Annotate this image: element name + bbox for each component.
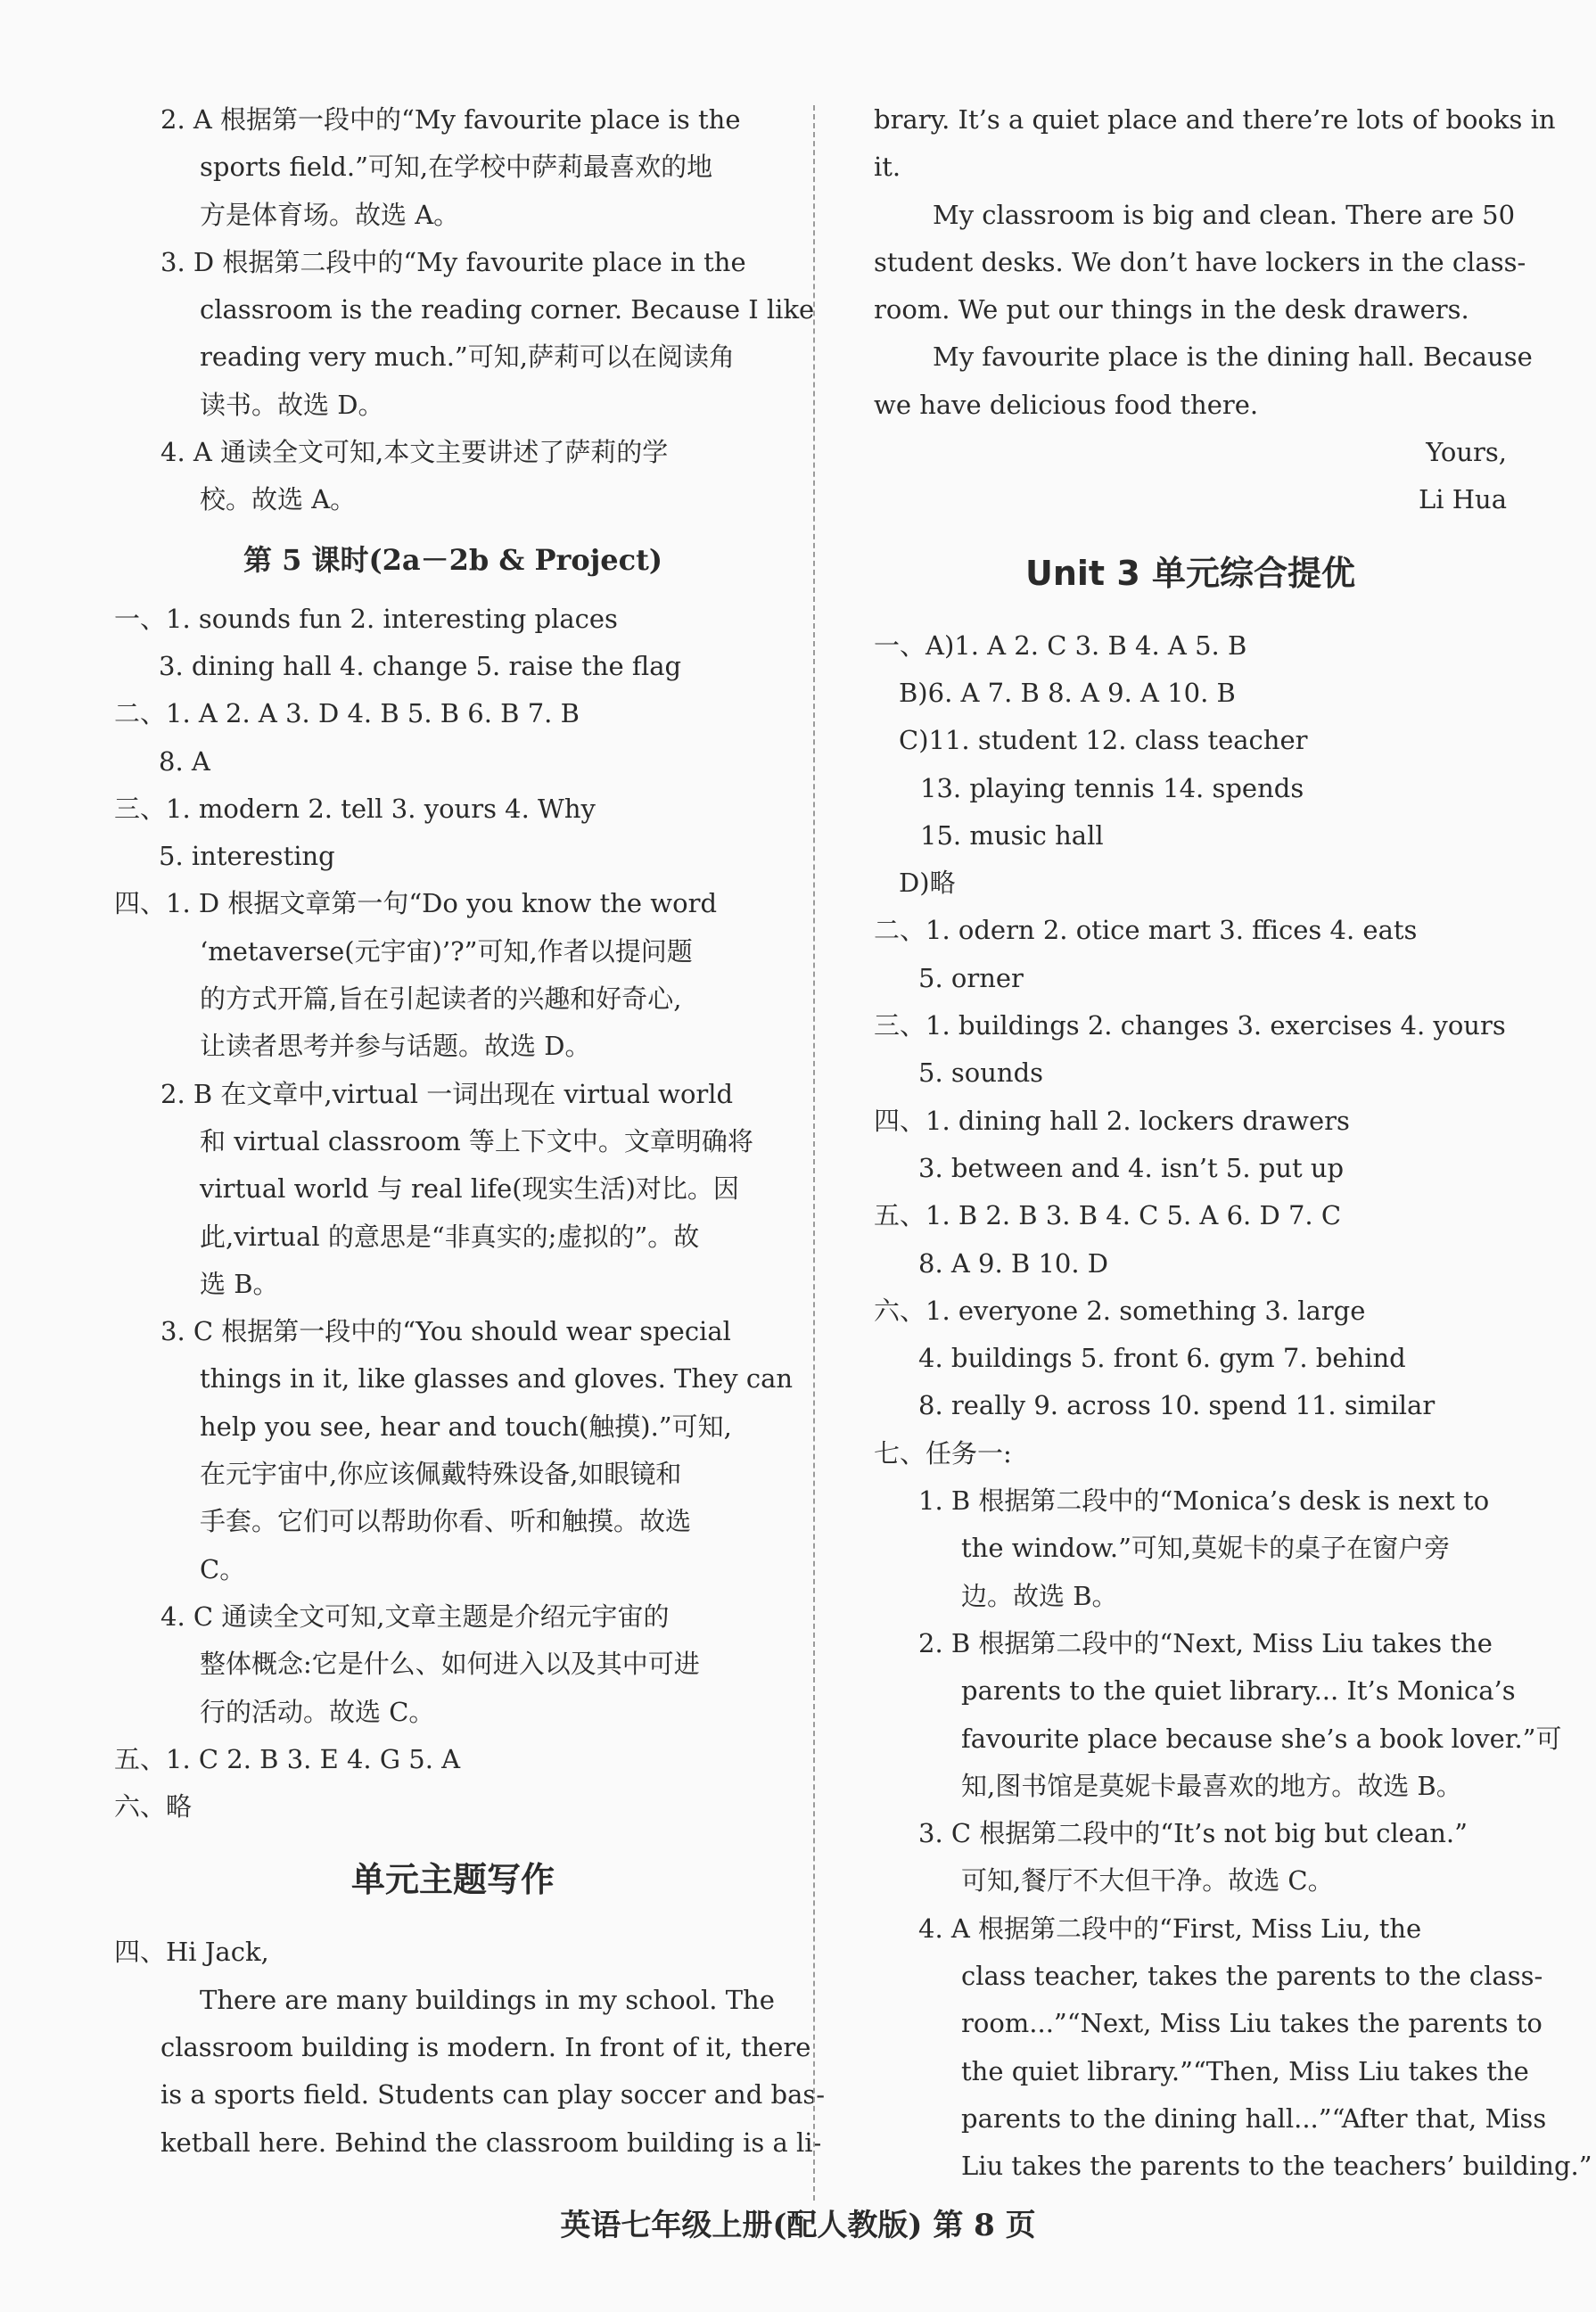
text-line: 二、1. odern 2. otice mart 3. ffices 4. eats: [874, 915, 1418, 946]
text-line: 2. A 根据第一段中的“My favourite place is the: [160, 104, 741, 135]
text-line: 1. B 根据第二段中的“Monica’s desk is next to: [918, 1485, 1490, 1517]
text-line: 知,图书馆是莫妮卡最喜欢的地方。故选 B。: [961, 1770, 1462, 1801]
text-line: 让读者思考并参与话题。故选 D。: [200, 1031, 591, 1062]
text-line: C)11. student 12. class teacher: [899, 725, 1308, 756]
text-line: the quiet library.”“Then, Miss Liu takes the: [961, 2055, 1529, 2086]
text-line: 和 virtual classroom 等上下文中。文章明确将: [200, 1125, 753, 1156]
text-line: 2. B 在文章中,virtual 一词出现在 virtual world: [160, 1078, 734, 1109]
text-line: 校。故选 A。: [200, 484, 357, 515]
text-line: 5. sounds: [918, 1057, 1044, 1089]
text-line: 2. B 根据第二段中的“Next, Miss Liu takes the: [918, 1627, 1493, 1658]
text-line: 四、1. dining hall 2. lockers drawers: [874, 1105, 1350, 1136]
text-line: ketball here. Behind the classroom building is a li-: [160, 2127, 822, 2158]
text-line: 七、任务一:: [874, 1437, 1012, 1469]
text-line: 8. A 9. B 10. D: [918, 1247, 1109, 1279]
text-line: parents to the quiet library... It’s Monica’s: [961, 1675, 1516, 1707]
text-line: 方是体育场。故选 A。: [200, 199, 460, 230]
text-line: 四、Hi Jack,: [114, 1937, 269, 1968]
text-line: brary. It’s a quiet place and there’re lots of books in: [874, 104, 1556, 135]
text-line: 3. D 根据第二段中的“My favourite place in the: [160, 246, 746, 277]
text-line: it.: [874, 152, 901, 183]
text-line: 三、1. modern 2. tell 3. yours 4. Why: [114, 793, 596, 824]
section-title: 单元主题写作: [350, 1860, 555, 1900]
text-line: 4. C 通读全文可知,文章主题是介绍元宇宙的: [160, 1600, 670, 1632]
text-line: 3. C 根据第二段中的“It’s not big but clean.”: [918, 1818, 1468, 1849]
text-line: 3. dining hall 4. change 5. raise the flag: [159, 650, 682, 681]
text-line: C。: [200, 1553, 246, 1584]
text-line: 三、1. buildings 2. changes 3. exercises 4. yours: [874, 1010, 1506, 1041]
text-line: 此,virtual 的意思是“非真实的;虚拟的”。故: [200, 1221, 700, 1252]
text-line: we have delicious food there.: [874, 389, 1259, 420]
column-divider: [813, 105, 815, 2201]
text-line: favourite place because she’s a book lover.”可: [961, 1723, 1562, 1754]
section-title: Unit 3 单元综合提优: [1025, 553, 1355, 593]
text-line: 四、1. D 根据文章第一句“Do you know the word: [114, 888, 718, 919]
text-line: 一、1. sounds fun 2. interesting places: [114, 603, 618, 634]
text-line: 4. A 通读全文可知,本文主要讲述了萨莉的学: [160, 437, 669, 468]
text-line: 一、A)1. A 2. C 3. B 4. A 5. B: [874, 629, 1247, 661]
text-line: virtual world 与 real life(现实生活)对比。因: [200, 1173, 739, 1205]
text-line: 可知,餐厅不大但干净。故选 C。: [961, 1865, 1334, 1896]
text-line: help you see, hear and touch(触摸).”可知,: [200, 1411, 732, 1442]
text-line: B)6. A 7. B 8. A 9. A 10. B: [899, 677, 1236, 708]
text-line: 五、1. B 2. B 3. B 4. C 5. A 6. D 7. C: [874, 1200, 1342, 1231]
text-line: 4. buildings 5. front 6. gym 7. behind: [918, 1343, 1406, 1374]
text-line: 的方式开篇,旨在引起读者的兴趣和好奇心,: [200, 983, 682, 1015]
text-line: 六、1. everyone 2. something 3. large: [874, 1295, 1366, 1326]
left-column: [114, 96, 826, 2167]
text-line: the window.”可知,莫妮卡的桌子在窗户旁: [961, 1533, 1451, 1564]
text-line: 在元宇宙中,你应该佩戴特殊设备,如眼镜和: [200, 1459, 682, 1490]
section-heading: 第 5 课时(2a－2b & Project): [243, 542, 663, 577]
text-line: room...”“Next, Miss Liu takes the parents to: [961, 2008, 1543, 2039]
text-line: 3. between and 4. isn’t 5. put up: [918, 1152, 1345, 1183]
text-line: parents to the dining hall...”“After that, Miss: [961, 2102, 1547, 2134]
text-line: sports field.”可知,在学校中萨莉最喜欢的地: [200, 152, 713, 183]
text-line: 整体概念:它是什么、如何进入以及其中可进: [200, 1649, 700, 1680]
text-line: 读书。故选 D。: [200, 389, 384, 420]
text-line: 六、略: [114, 1791, 193, 1822]
text-line: Liu takes the parents to the teachers’ building.”: [961, 2151, 1592, 2182]
text-line: D)略: [899, 868, 956, 899]
right-column: [874, 96, 1592, 2190]
text-line: classroom is the reading corner. Because I like: [200, 294, 815, 325]
text-line: 15. music hall: [920, 819, 1104, 851]
text-line: Li Hua: [1418, 484, 1507, 515]
text-line: 5. orner: [918, 962, 1024, 993]
text-line: 五、1. C 2. B 3. E 4. G 5. A: [114, 1743, 461, 1774]
text-line: 行的活动。故选 C。: [200, 1696, 435, 1727]
text-line: is a sports field. Students can play soccer and bas-: [160, 2079, 826, 2110]
text-line: reading very much.”可知,萨莉可以在阅读角: [200, 341, 735, 373]
text-line: My classroom is big and clean. There are 50: [933, 199, 1516, 230]
text-line: 4. A 根据第二段中的“First, Miss Liu, the: [918, 1913, 1422, 1944]
text-line: 5. interesting: [159, 841, 335, 872]
text-line: room. We put our things in the desk drawers.: [874, 294, 1469, 325]
text-line: 8. A: [159, 745, 210, 777]
text-line: Yours,: [1426, 437, 1507, 468]
text-line: ‘metaverse(元宇宙)’?”可知,作者以提问题: [200, 935, 693, 967]
text-line: 选 B。: [200, 1268, 279, 1299]
text-line: 二、1. A 2. A 3. D 4. B 5. B 6. B 7. B: [114, 698, 580, 729]
text-line: 13. playing tennis 14. spends: [920, 772, 1304, 803]
text-line: 8. really 9. across 10. spend 11. similar: [918, 1390, 1436, 1421]
text-line: student desks. We don’t have lockers in the class-: [874, 246, 1526, 277]
page-footer: 英语七年级上册(配人教版) 第 8 页: [560, 2208, 1036, 2243]
text-line: There are many buildings in my school. The: [200, 1984, 775, 2015]
text-line: 边。故选 B。: [961, 1580, 1118, 1611]
text-line: classroom building is modern. In front of it, there: [160, 2031, 811, 2062]
text-line: 3. C 根据第一段中的“You should wear special: [160, 1316, 731, 1347]
text-line: class teacher, takes the parents to the class-: [961, 1960, 1543, 1991]
text-line: 手套。它们可以帮助你看、听和触摸。故选: [200, 1506, 692, 1537]
text-line: things in it, like glasses and gloves. They can: [200, 1363, 794, 1395]
text-line: My favourite place is the dining hall. Because: [933, 341, 1533, 373]
